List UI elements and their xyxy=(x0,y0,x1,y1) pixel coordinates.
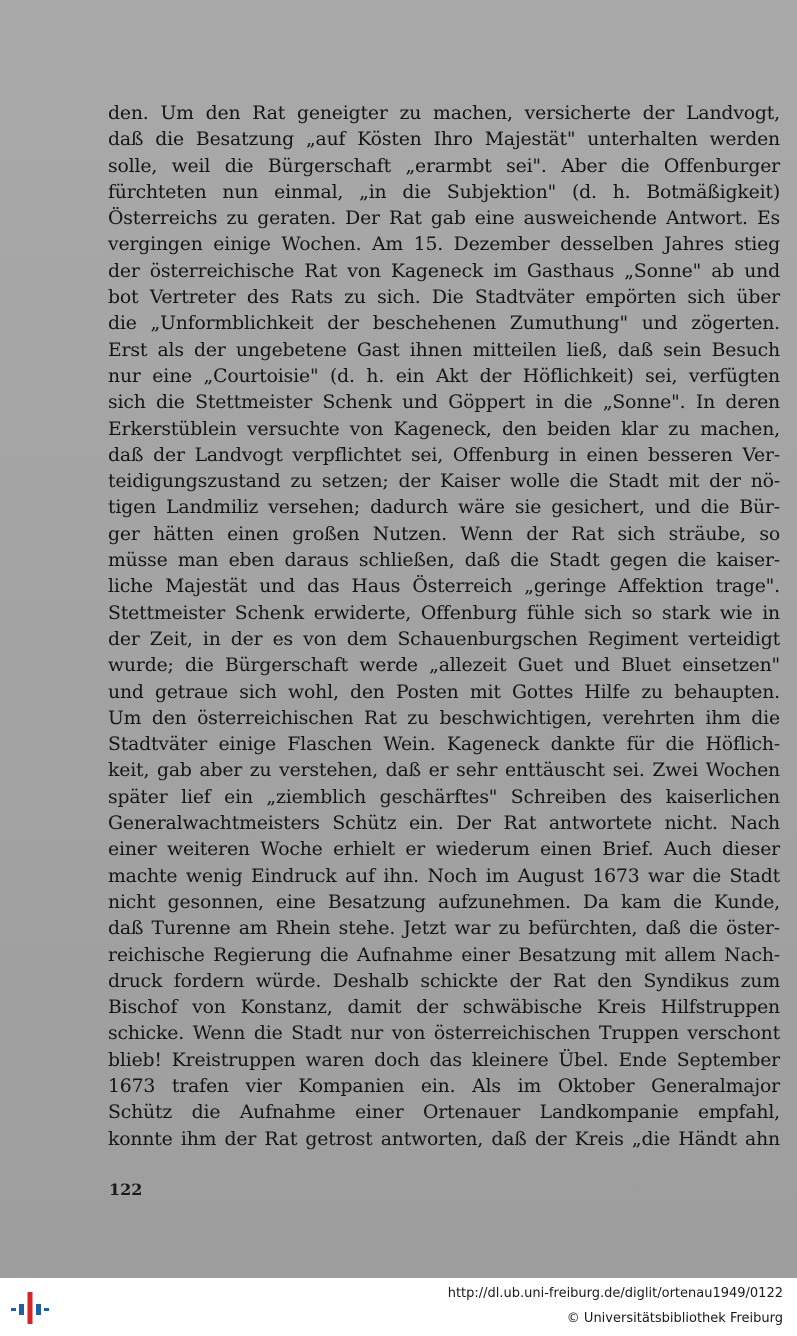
text-line: machte wenig Eindruck auf ihn. Noch im August 1673 war die Stadt xyxy=(108,865,780,887)
text-line: liche Majestät und das Haus Österreich „geringe Affektion trage". xyxy=(108,576,780,598)
text-line: Stettmeister Schenk erwiderte, Offenburg fühle sich so stark wie in xyxy=(108,602,780,624)
text-line: Erkerstüblein versuchte von Kageneck, den beiden klar zu machen, xyxy=(108,418,780,440)
footer-url-link[interactable]: http://dl.ub.uni-freiburg.de/diglit/ortenau1949/0122 xyxy=(447,1286,783,1301)
ub-freiburg-logo-icon xyxy=(10,1290,50,1326)
text-line: teidigungszustand zu setzen; der Kaiser wolle die Stadt mit der nö- xyxy=(108,471,780,493)
text-line: konnte ihm der Rat getrost antworten, daß der Kreis „die Händt ahn xyxy=(108,1128,780,1150)
footer-copyright: © Universitätsbibliothek Freiburg xyxy=(566,1311,783,1326)
text-line: Erst als der ungebetene Gast ihnen mitteilen ließ, daß sein Besuch xyxy=(108,339,780,361)
text-line: daß der Landvogt verpflichtet sei, Offenburg in einen besseren Ver- xyxy=(108,444,780,466)
text-line: daß die Besatzung „auf Kösten Ihro Majestät" unterhalten werden xyxy=(108,129,780,151)
text-line: fürchteten nun einmal, „in die Subjektion" (d. h. Botmäßigkeit) xyxy=(108,181,780,203)
text-line: 1673 trafen vier Kompanien ein. Als im Oktober Generalmajor xyxy=(108,1075,780,1097)
text-line: daß Turenne am Rhein stehe. Jetzt war zu befürchten, daß die öster- xyxy=(108,918,780,940)
text-line: der österreichische Rat von Kageneck im Gasthaus „Sonne" ab und xyxy=(108,260,780,282)
page-number: 122 xyxy=(109,1180,143,1199)
text-line: und getraue sich wohl, den Posten mit Gottes Hilfe zu behaupten. xyxy=(108,681,780,703)
text-line: Stadtväter einige Flaschen Wein. Kageneck dankte für die Höflich- xyxy=(108,734,780,756)
text-line: den. Um den Rat geneigter zu machen, versicherte der Landvogt, xyxy=(108,103,780,124)
text-line: der Zeit, in der es von dem Schauenburgschen Regiment verteidigt xyxy=(108,628,780,650)
text-line: Generalwachtmeisters Schütz ein. Der Rat antwortete nicht. Nach xyxy=(108,813,780,835)
text-line: Bischof von Konstanz, damit der schwäbische Kreis Hilfstruppen xyxy=(108,997,780,1019)
text-line: müsse man eben daraus schließen, daß die Stadt gegen die kaiser- xyxy=(108,550,780,572)
text-line: tigen Landmiliz versehen; dadurch wäre sie gesichert, und die Bür- xyxy=(108,497,780,519)
text-line: blieb! Kreistruppen waren doch das kleinere Übel. Ende September xyxy=(108,1049,780,1071)
body-text xyxy=(108,101,780,1153)
text-line: sich die Stettmeister Schenk und Göppert in die „Sonne". In deren xyxy=(108,392,780,414)
text-line: keit, gab aber zu verstehen, daß er sehr enttäuscht sei. Zwei Wochen xyxy=(108,760,780,782)
text-line: reichische Regierung die Aufnahme einer Besatzung mit allem Nach- xyxy=(108,944,780,966)
text-line: Um den österreichischen Rat zu beschwichtigen, verehrten ihm die xyxy=(108,707,780,729)
text-line: bot Vertreter des Rats zu sich. Die Stadtväter empörten sich über xyxy=(108,287,780,309)
text-line: nur eine „Courtoisie" (d. h. ein Akt der Höflichkeit) sei, verfügten xyxy=(108,365,780,387)
text-line: später lief ein „ziemblich geschärftes" Schreiben des kaiserlichen xyxy=(108,786,780,808)
text-line: schicke. Wenn die Stadt nur von österreichischen Truppen verschont xyxy=(108,1023,780,1045)
text-line: druck fordern würde. Deshalb schickte der Rat den Syndikus zum xyxy=(108,970,780,992)
text-line: solle, weil die Bürgerschaft „erarmbt sei". Aber die Offenburger xyxy=(108,155,780,177)
text-line: ger hätten einen großen Nutzen. Wenn der Rat sich sträube, so xyxy=(108,523,780,545)
text-line: vergingen einige Wochen. Am 15. Dezember desselben Jahres stieg xyxy=(108,234,780,256)
text-line: einer weiteren Woche erhielt er wiederum einen Brief. Auch dieser xyxy=(108,839,780,861)
footer-bar xyxy=(0,1278,797,1336)
text-line: nicht gesonnen, eine Besatzung aufzunehmen. Da kam die Kunde, xyxy=(108,891,780,913)
text-line: die „Unformblichkeit der beschehenen Zumuthung" und zögerten. xyxy=(108,313,780,335)
text-line: Schütz die Aufnahme einer Ortenauer Landkompanie empfahl, xyxy=(108,1102,780,1124)
text-line: Österreichs zu geraten. Der Rat gab eine ausweichende Antwort. Es xyxy=(108,208,780,230)
text-line: wurde; die Bürgerschaft werde „allezeit Guet und Bluet einsetzen" xyxy=(108,655,780,677)
